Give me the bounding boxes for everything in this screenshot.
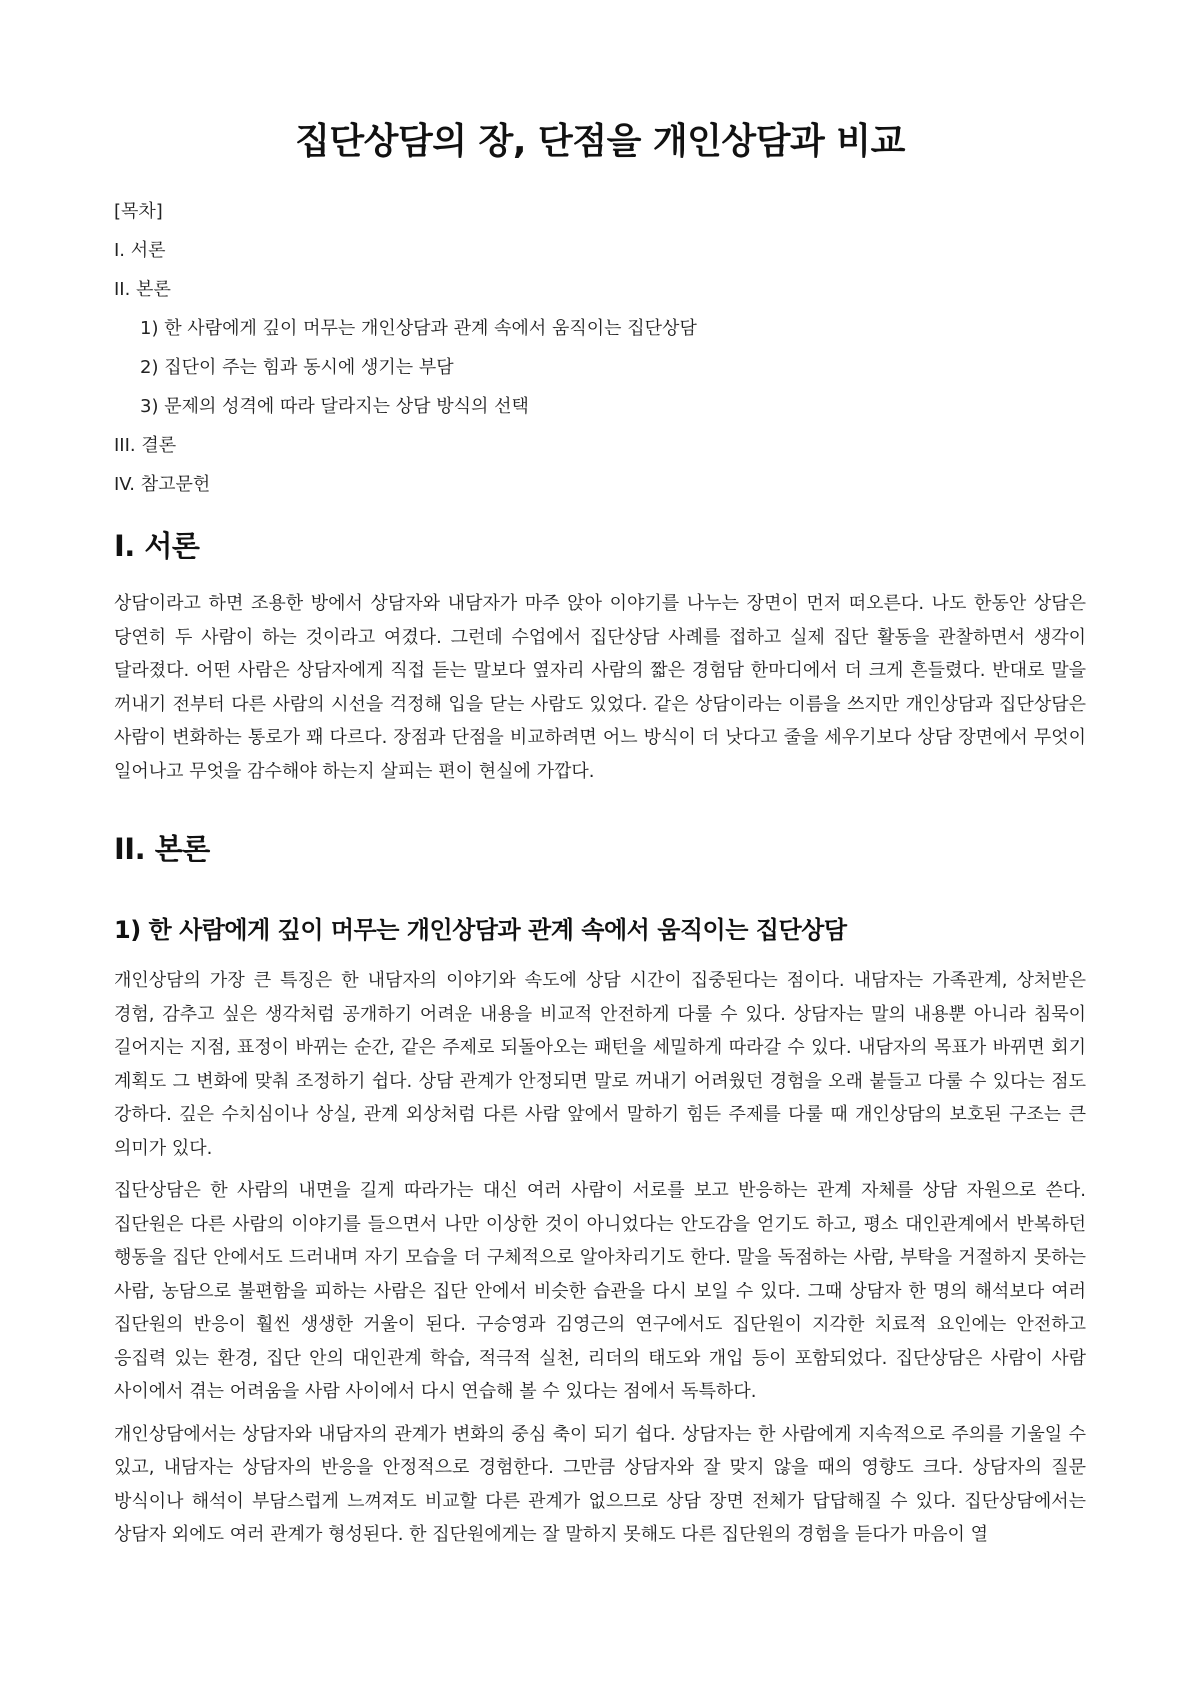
- toc-item-body-2: 2) 집단이 주는 힘과 동시에 생기는 부담: [140, 357, 454, 378]
- section-heading-intro: I. 서론: [114, 529, 200, 563]
- body-paragraph-3: 개인상담에서는 상담자와 내담자의 관계가 변화의 중심 축이 되기 쉽다. 상담자는 한 사람에게 지속적으로 주의를 기울일 수 있고, 내담자는 상담자의 반응을 안정적으로 경험한다. 그만큼 상담자와 잘 맞지 않을 때의 영향도 크다. 상담자의 질문 방식이나 해석이 부담스럽게 느껴져도 비교할 다른 관계가 없으므로 상담 장면 전체가 답답해질 수 있다. 집단상담에서는 상담자 외에도 여러 관계가 형성된다. 한 집단원에게는 잘 말하지 못해도 다른 집단원의 경험을 듣다가 마음이 열: [114, 1423, 1086, 1545]
- table-of-contents: [114, 200, 1086, 497]
- intro-paragraph: 상담이라고 하면 조용한 방에서 상담자와 내담자가 마주 앉아 이야기를 나누는 장면이 먼저 떠오른다. 나도 한동안 상담은 당연히 두 사람이 하는 것이라고 여겼다. 그런데 수업에서 집단상담 사례를 접하고 실제 집단 활동을 관찰하면서 생각이 달라졌다. 어떤 사람은 상담자에게 직접 듣는 말보다 옆자리 사람의 짧은 경험담 한마디에서 더 크게 흔들렸다. 반대로 말을 꺼내기 전부터 다른 사람의 시선을 걱정해 입을 닫는 사람도 있었다. 같은 상담이라는 이름을 쓰지만 개인상담과 집단상담은 사람이 변화하는 통로가 꽤 다르다. 장점과 단점을 비교하려면 어느 방식이 더 낫다고 줄을 세우기보다 상담 장면에서 무엇이 일어나고 무엇을 감수해야 하는지 살피는 편이 현실에 가깝다.: [114, 593, 1086, 782]
- toc-item-body: II. 본론: [114, 279, 171, 300]
- toc-item-body-3: 3) 문제의 성격에 따라 달라지는 상담 방식의 선택: [140, 396, 529, 417]
- section-heading-body: II. 본론: [114, 832, 210, 866]
- toc-item-references: IV. 참고문헌: [114, 474, 211, 495]
- toc-item-conclusion: III. 결론: [114, 435, 177, 456]
- body-paragraph-2: 집단상담은 한 사람의 내면을 길게 따라가는 대신 여러 사람이 서로를 보고 반응하는 관계 자체를 상담 자원으로 쓴다. 집단원은 다른 사람의 이야기를 들으면서 나만 이상한 것이 아니었다는 안도감을 얻기도 하고, 평소 대인관계에서 반복하던 행동을 집단 안에서도 드러내며 자기 모습을 더 구체적으로 알아차리기도 한다. 말을 독점하는 사람, 부탁을 거절하지 못하는 사람, 농담으로 불편함을 피하는 사람은 집단 안에서 비슷한 습관을 다시 보일 수 있다. 그때 상담자 한 명의 해석보다 여러 집단원의 반응이 훨씬 생생한 거울이 된다. 구승영과 김영근의 연구에서도 집단원이 지각한 치료적 요인에는 안전하고 응집력 있는 환경, 집단 안의 대인관계 학습, 적극적 실천, 리더의 태도와 개입 등이 포함되었다. 집단상담은 사람이 사람 사이에서 겪는 어려움을 사람 사이에서 다시 연습해 볼 수 있다는 점에서 독특하다.: [114, 1180, 1086, 1402]
- document-title: 집단상담의 장, 단점을 개인상담과 비교: [295, 121, 905, 162]
- toc-item-intro: I. 서론: [114, 240, 166, 261]
- toc-item-body-1: 1) 한 사람에게 깊이 머무는 개인상담과 관계 속에서 움직이는 집단상담: [140, 318, 697, 339]
- subsection-heading-1: 1) 한 사람에게 깊이 머무는 개인상담과 관계 속에서 움직이는 집단상담: [114, 916, 847, 944]
- toc-label: [목차]: [114, 201, 163, 222]
- body-paragraph-1: 개인상담의 가장 큰 특징은 한 내담자의 이야기와 속도에 상담 시간이 집중된다는 점이다. 내담자는 가족관계, 상처받은 경험, 감추고 싶은 생각처럼 공개하기 어려운 내용을 비교적 안전하게 다룰 수 있다. 상담자는 말의 내용뿐 아니라 침묵이 길어지는 지점, 표정이 바뀌는 순간, 같은 주제로 되돌아오는 패턴을 세밀하게 따라갈 수 있다. 내담자의 목표가 바뀌면 회기 계획도 그 변화에 맞춰 조정하기 쉽다. 상담 관계가 안정되면 말로 꺼내기 어려웠던 경험을 오래 붙들고 다룰 수 있다는 점도 강하다. 깊은 수치심이나 상실, 관계 외상처럼 다른 사람 앞에서 말하기 힘든 주제를 다룰 때 개인상담의 보호된 구조는 큰 의미가 있다.: [114, 970, 1086, 1159]
